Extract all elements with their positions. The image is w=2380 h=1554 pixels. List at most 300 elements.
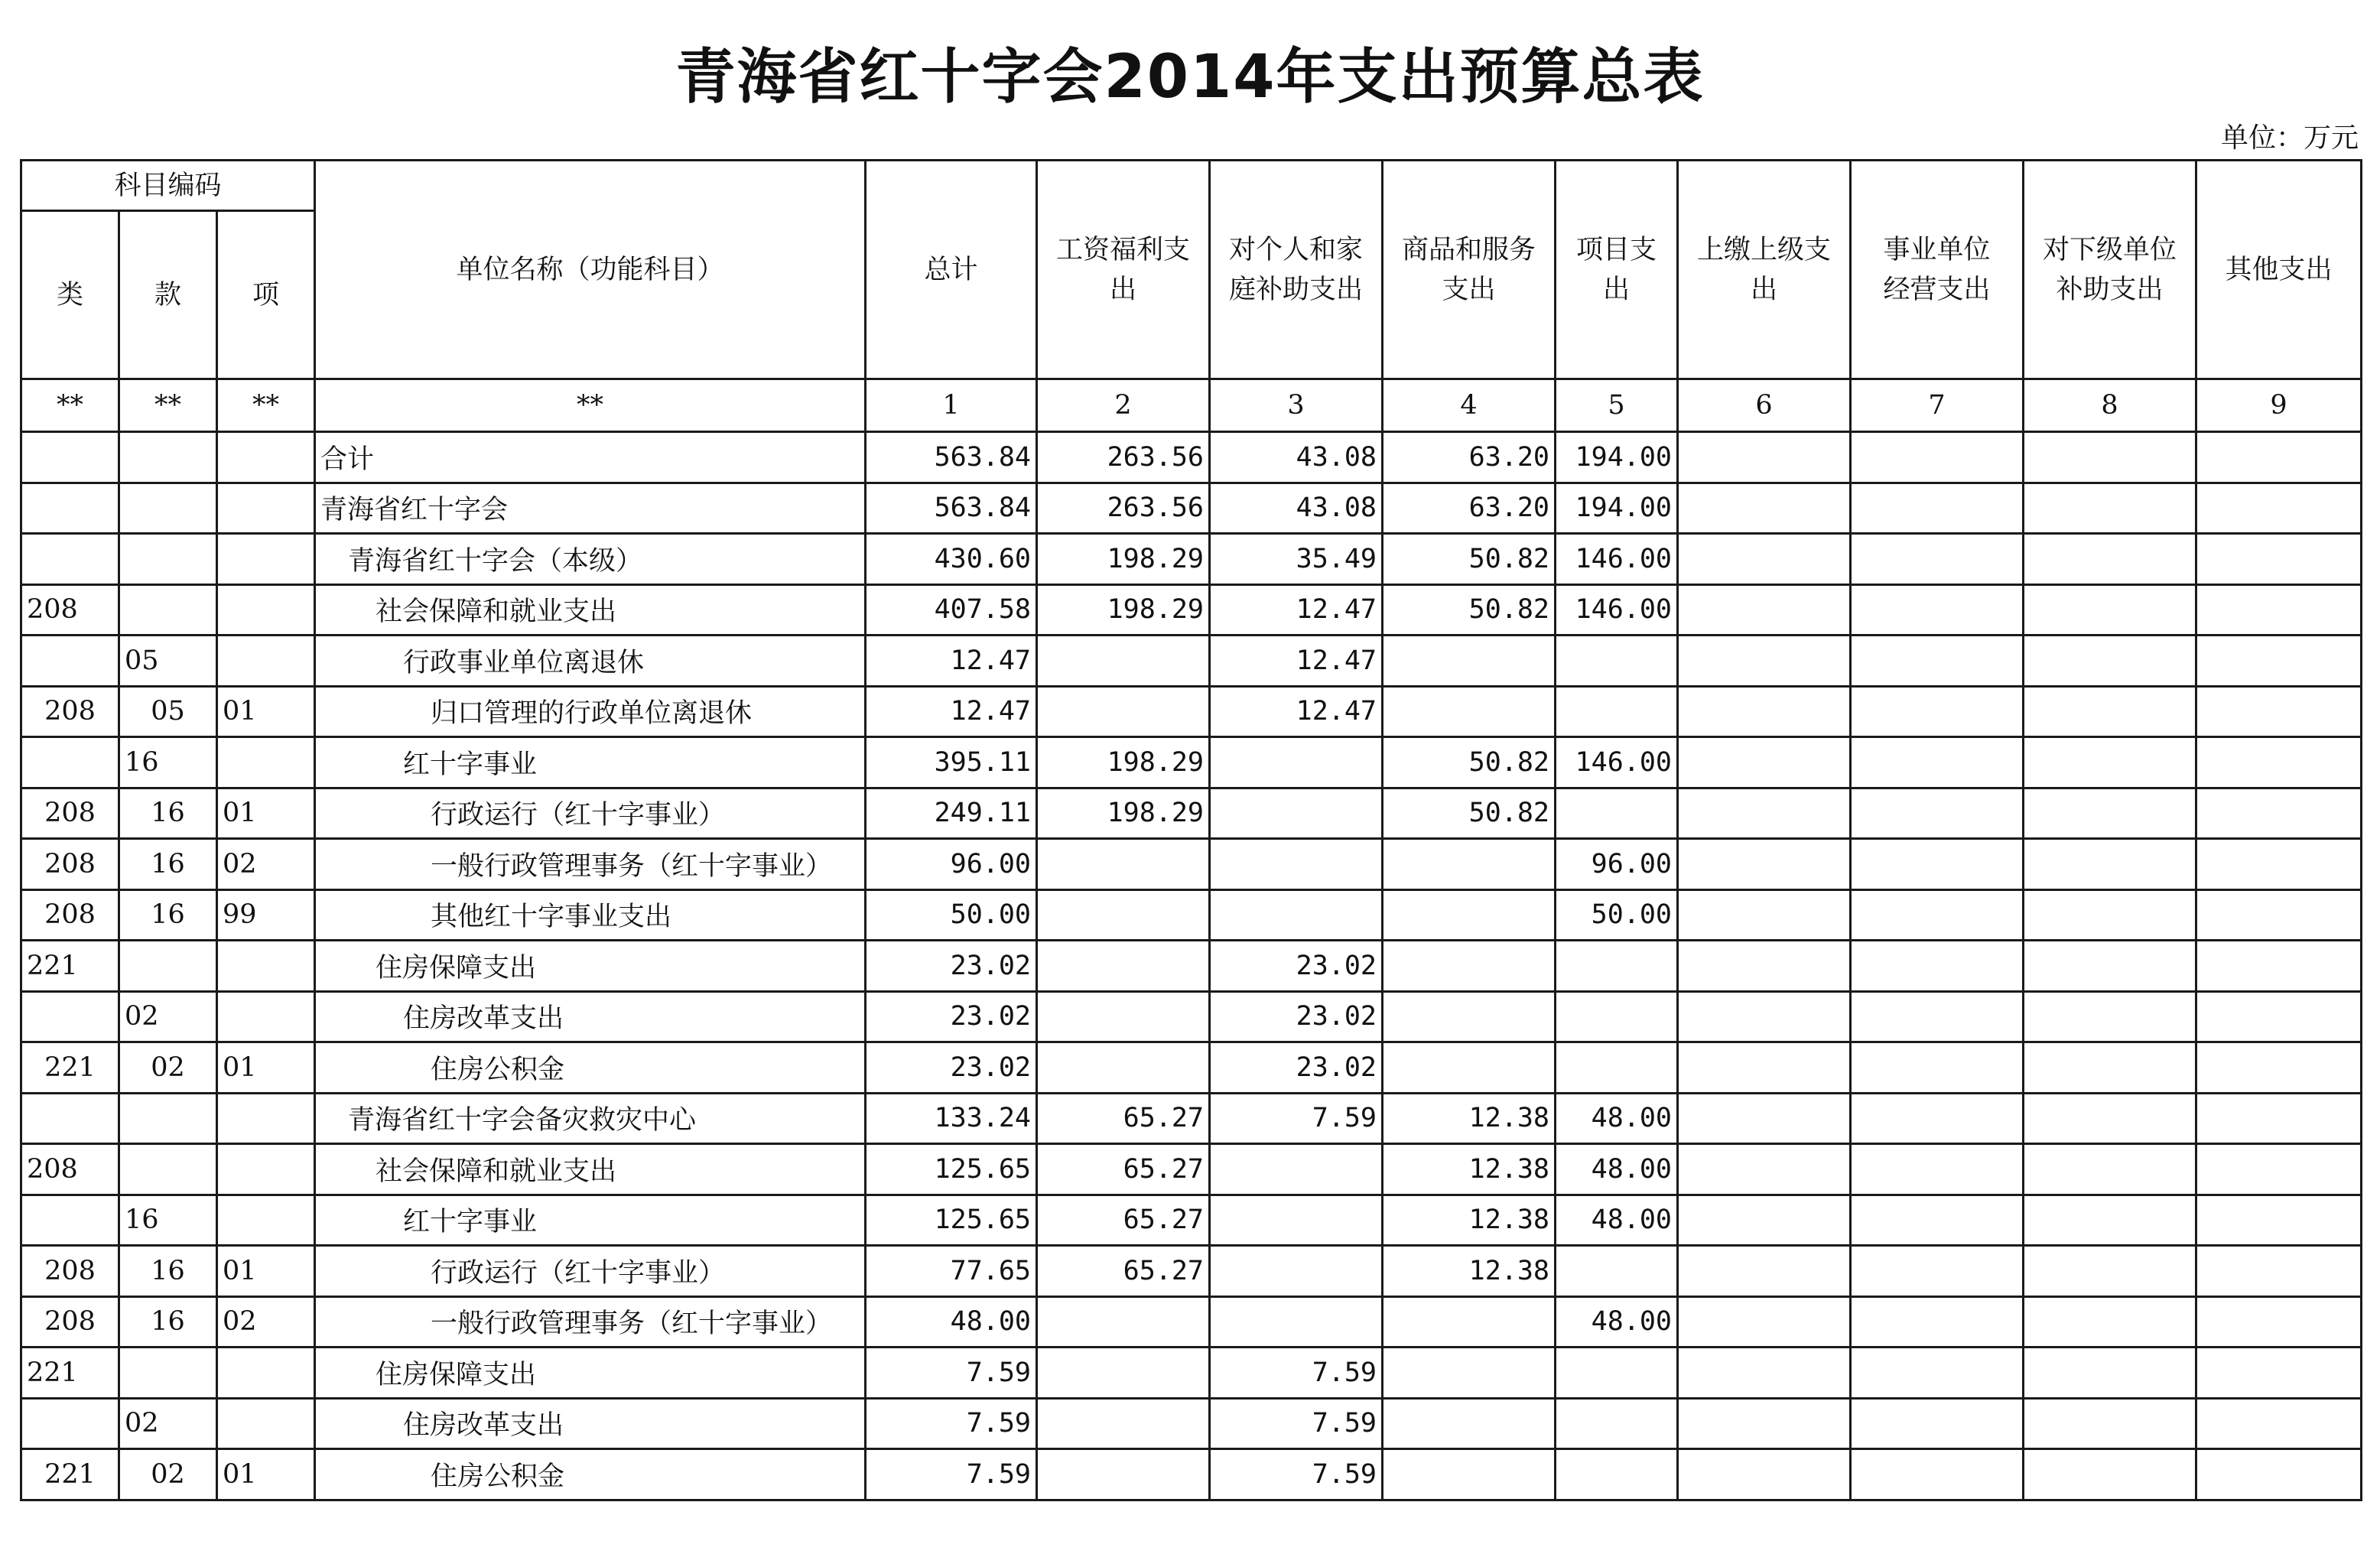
goods-services-cell: 12.38 — [1383, 1195, 1556, 1246]
personal-subsidy-cell: 43.08 — [1210, 432, 1383, 483]
total-cell: 395.11 — [866, 737, 1037, 788]
goods-services-cell: 12.38 — [1383, 1246, 1556, 1297]
other-cell — [2196, 636, 2362, 687]
code-kuan — [119, 1348, 217, 1399]
header-kuan: 款 — [119, 211, 217, 379]
goods-services-cell: 12.38 — [1383, 1144, 1556, 1195]
lower-subsidy-cell — [2024, 1144, 2196, 1195]
code-kuan: 16 — [119, 1246, 217, 1297]
code-kuan — [119, 483, 217, 534]
salary-cell: 263.56 — [1037, 483, 1210, 534]
code-kuan: 05 — [119, 636, 217, 687]
lower-subsidy-cell — [2024, 432, 2196, 483]
goods-services-cell: 50.82 — [1383, 534, 1556, 585]
column-number-row — [21, 379, 2362, 432]
personal-subsidy-cell: 12.47 — [1210, 686, 1383, 737]
operating-cell — [1851, 1348, 2024, 1399]
operating-cell — [1851, 1144, 2024, 1195]
project-cell — [1556, 1246, 1678, 1297]
operating-cell — [1851, 432, 2024, 483]
personal-subsidy-cell: 12.47 — [1210, 636, 1383, 687]
code-xiang: 99 — [217, 889, 315, 941]
unit-name-cell: 归口管理的行政单位离退休 — [315, 686, 866, 737]
unit-name-cell: 住房公积金 — [315, 1449, 866, 1500]
other-cell — [2196, 941, 2362, 992]
table-row — [21, 839, 2362, 890]
other-cell — [2196, 889, 2362, 941]
mark-xiang: ** — [217, 379, 315, 432]
total-cell: 12.47 — [866, 686, 1037, 737]
code-kuan: 02 — [119, 991, 217, 1042]
code-lei: 221 — [21, 1449, 119, 1500]
code-xiang: 02 — [217, 1296, 315, 1348]
project-cell: 50.00 — [1556, 889, 1678, 941]
code-lei — [21, 1093, 119, 1144]
unit-name-cell: 社会保障和就业支出 — [315, 1144, 866, 1195]
operating-cell — [1851, 889, 2024, 941]
salary-cell — [1037, 1296, 1210, 1348]
code-kuan — [119, 432, 217, 483]
table-row — [21, 636, 2362, 687]
table-row — [21, 1296, 2362, 1348]
personal-subsidy-cell: 7.59 — [1210, 1398, 1383, 1449]
personal-subsidy-cell: 35.49 — [1210, 534, 1383, 585]
goods-services-cell — [1383, 839, 1556, 890]
code-xiang — [217, 1398, 315, 1449]
other-cell — [2196, 1296, 2362, 1348]
code-kuan — [119, 1144, 217, 1195]
personal-subsidy-cell — [1210, 788, 1383, 839]
code-kuan — [119, 941, 217, 992]
code-xiang — [217, 1348, 315, 1399]
operating-cell — [1851, 584, 2024, 636]
table-row — [21, 432, 2362, 483]
other-cell — [2196, 1348, 2362, 1399]
code-xiang — [217, 1144, 315, 1195]
other-cell — [2196, 534, 2362, 585]
goods-services-cell — [1383, 991, 1556, 1042]
lower-subsidy-cell — [2024, 839, 2196, 890]
lower-subsidy-cell — [2024, 483, 2196, 534]
code-lei — [21, 1195, 119, 1246]
salary-cell: 198.29 — [1037, 584, 1210, 636]
salary-cell: 65.27 — [1037, 1246, 1210, 1297]
project-cell: 48.00 — [1556, 1195, 1678, 1246]
header-unit-name: 单位名称（功能科目） — [315, 161, 866, 379]
remit-upper-cell — [1678, 534, 1851, 585]
personal-subsidy-cell — [1210, 737, 1383, 788]
goods-services-cell: 12.38 — [1383, 1093, 1556, 1144]
lower-subsidy-cell — [2024, 584, 2196, 636]
lower-subsidy-cell — [2024, 991, 2196, 1042]
code-xiang — [217, 1195, 315, 1246]
remit-upper-cell — [1678, 1246, 1851, 1297]
header-lower-subsidy: 对下级单位 补助支出 — [2024, 161, 2196, 379]
code-kuan: 02 — [119, 1398, 217, 1449]
code-kuan: 16 — [119, 1296, 217, 1348]
code-xiang — [217, 534, 315, 585]
salary-cell — [1037, 941, 1210, 992]
remit-upper-cell — [1678, 1144, 1851, 1195]
code-lei — [21, 483, 119, 534]
lower-subsidy-cell — [2024, 1398, 2196, 1449]
mark-c8: 8 — [2024, 379, 2196, 432]
code-lei — [21, 737, 119, 788]
code-xiang — [217, 737, 315, 788]
personal-subsidy-cell — [1210, 1246, 1383, 1297]
header-total: 总计 — [866, 161, 1037, 379]
code-lei: 221 — [21, 1348, 119, 1399]
lower-subsidy-cell — [2024, 889, 2196, 941]
table-row — [21, 1246, 2362, 1297]
unit-name-cell: 行政运行（红十字事业） — [315, 1246, 866, 1297]
unit-name-cell: 其他红十字事业支出 — [315, 889, 866, 941]
lower-subsidy-cell — [2024, 788, 2196, 839]
table-row — [21, 1449, 2362, 1500]
project-cell: 48.00 — [1556, 1296, 1678, 1348]
code-kuan: 16 — [119, 788, 217, 839]
code-xiang: 01 — [217, 686, 315, 737]
salary-cell: 198.29 — [1037, 737, 1210, 788]
total-cell: 125.65 — [866, 1144, 1037, 1195]
code-kuan: 16 — [119, 737, 217, 788]
unit-label: 单位：万元 — [2220, 122, 2359, 154]
table-row — [21, 1348, 2362, 1399]
salary-cell: 198.29 — [1037, 534, 1210, 585]
goods-services-cell — [1383, 1296, 1556, 1348]
unit-name-cell: 社会保障和就业支出 — [315, 584, 866, 636]
salary-cell — [1037, 1348, 1210, 1399]
other-cell — [2196, 737, 2362, 788]
personal-subsidy-cell — [1210, 1144, 1383, 1195]
mark-c5: 5 — [1556, 379, 1678, 432]
code-xiang: 01 — [217, 1246, 315, 1297]
unit-name-cell: 住房公积金 — [315, 1042, 866, 1094]
salary-cell — [1037, 991, 1210, 1042]
goods-services-cell: 63.20 — [1383, 483, 1556, 534]
other-cell — [2196, 432, 2362, 483]
operating-cell — [1851, 991, 2024, 1042]
other-cell — [2196, 1093, 2362, 1144]
remit-upper-cell — [1678, 483, 1851, 534]
mark-c1: 1 — [866, 379, 1037, 432]
salary-cell — [1037, 1449, 1210, 1500]
salary-cell — [1037, 1042, 1210, 1094]
unit-name-cell: 红十字事业 — [315, 1195, 866, 1246]
total-cell: 23.02 — [866, 991, 1037, 1042]
remit-upper-cell — [1678, 991, 1851, 1042]
project-cell: 194.00 — [1556, 432, 1678, 483]
code-lei: 221 — [21, 1042, 119, 1094]
code-lei: 208 — [21, 839, 119, 890]
remit-upper-cell — [1678, 584, 1851, 636]
code-lei — [21, 636, 119, 687]
code-xiang — [217, 584, 315, 636]
lower-subsidy-cell — [2024, 1449, 2196, 1500]
total-cell: 133.24 — [866, 1093, 1037, 1144]
project-cell — [1556, 686, 1678, 737]
remit-upper-cell — [1678, 839, 1851, 890]
personal-subsidy-cell: 23.02 — [1210, 1042, 1383, 1094]
mark-c4: 4 — [1383, 379, 1556, 432]
unit-name-cell: 住房改革支出 — [315, 1398, 866, 1449]
code-lei: 208 — [21, 788, 119, 839]
project-cell — [1556, 1348, 1678, 1399]
salary-cell: 65.27 — [1037, 1093, 1210, 1144]
total-cell: 125.65 — [866, 1195, 1037, 1246]
lower-subsidy-cell — [2024, 534, 2196, 585]
unit-name-cell: 一般行政管理事务（红十字事业） — [315, 1296, 866, 1348]
operating-cell — [1851, 737, 2024, 788]
operating-cell — [1851, 483, 2024, 534]
table-row — [21, 1195, 2362, 1246]
goods-services-cell — [1383, 1042, 1556, 1094]
lower-subsidy-cell — [2024, 1348, 2196, 1399]
goods-services-cell — [1383, 636, 1556, 687]
code-xiang — [217, 941, 315, 992]
other-cell — [2196, 1246, 2362, 1297]
total-cell: 407.58 — [866, 584, 1037, 636]
mark-c9: 9 — [2196, 379, 2362, 432]
code-lei — [21, 432, 119, 483]
unit-name-cell: 住房改革支出 — [315, 991, 866, 1042]
goods-services-cell — [1383, 941, 1556, 992]
table-row — [21, 788, 2362, 839]
code-xiang: 01 — [217, 788, 315, 839]
personal-subsidy-cell — [1210, 1195, 1383, 1246]
salary-cell — [1037, 839, 1210, 890]
project-cell — [1556, 1042, 1678, 1094]
salary-cell: 263.56 — [1037, 432, 1210, 483]
project-cell — [1556, 1449, 1678, 1500]
personal-subsidy-cell — [1210, 889, 1383, 941]
header-xiang: 项 — [217, 211, 315, 379]
goods-services-cell: 50.82 — [1383, 737, 1556, 788]
table-row — [21, 534, 2362, 585]
lower-subsidy-cell — [2024, 1246, 2196, 1297]
remit-upper-cell — [1678, 1398, 1851, 1449]
operating-cell — [1851, 788, 2024, 839]
salary-cell: 198.29 — [1037, 788, 1210, 839]
code-kuan: 16 — [119, 889, 217, 941]
project-cell — [1556, 788, 1678, 839]
remit-upper-cell — [1678, 1348, 1851, 1399]
total-cell: 77.65 — [866, 1246, 1037, 1297]
total-cell: 249.11 — [866, 788, 1037, 839]
header-salary: 工资福利支 出 — [1037, 161, 1210, 379]
personal-subsidy-cell: 7.59 — [1210, 1449, 1383, 1500]
mark-c2: 2 — [1037, 379, 1210, 432]
mark-kuan: ** — [119, 379, 217, 432]
total-cell: 7.59 — [866, 1348, 1037, 1399]
remit-upper-cell — [1678, 1296, 1851, 1348]
lower-subsidy-cell — [2024, 1195, 2196, 1246]
code-kuan: 05 — [119, 686, 217, 737]
code-xiang: 01 — [217, 1449, 315, 1500]
goods-services-cell — [1383, 889, 1556, 941]
mark-c6: 6 — [1678, 379, 1851, 432]
table-row — [21, 1144, 2362, 1195]
code-kuan: 16 — [119, 839, 217, 890]
code-kuan — [119, 1093, 217, 1144]
goods-services-cell — [1383, 1348, 1556, 1399]
goods-services-cell — [1383, 1449, 1556, 1500]
operating-cell — [1851, 686, 2024, 737]
salary-cell: 65.27 — [1037, 1195, 1210, 1246]
mark-c3: 3 — [1210, 379, 1383, 432]
goods-services-cell: 63.20 — [1383, 432, 1556, 483]
salary-cell — [1037, 1398, 1210, 1449]
operating-cell — [1851, 941, 2024, 992]
salary-cell — [1037, 889, 1210, 941]
remit-upper-cell — [1678, 432, 1851, 483]
goods-services-cell: 50.82 — [1383, 788, 1556, 839]
total-cell: 50.00 — [866, 889, 1037, 941]
personal-subsidy-cell: 43.08 — [1210, 483, 1383, 534]
header-project: 项目支 出 — [1556, 161, 1678, 379]
other-cell — [2196, 1449, 2362, 1500]
code-kuan: 02 — [119, 1449, 217, 1500]
project-cell — [1556, 1398, 1678, 1449]
code-lei — [21, 1398, 119, 1449]
unit-name-cell: 行政运行（红十字事业） — [315, 788, 866, 839]
table-row — [21, 737, 2362, 788]
personal-subsidy-cell: 23.02 — [1210, 941, 1383, 992]
code-kuan: 16 — [119, 1195, 217, 1246]
other-cell — [2196, 1042, 2362, 1094]
project-cell: 146.00 — [1556, 737, 1678, 788]
lower-subsidy-cell — [2024, 686, 2196, 737]
lower-subsidy-cell — [2024, 941, 2196, 992]
other-cell — [2196, 1195, 2362, 1246]
total-cell: 12.47 — [866, 636, 1037, 687]
project-cell — [1556, 991, 1678, 1042]
code-xiang: 01 — [217, 1042, 315, 1094]
table-row — [21, 1042, 2362, 1094]
other-cell — [2196, 1144, 2362, 1195]
lower-subsidy-cell — [2024, 1296, 2196, 1348]
operating-cell — [1851, 534, 2024, 585]
unit-name-cell: 行政事业单位离退休 — [315, 636, 866, 687]
unit-name-cell: 住房保障支出 — [315, 1348, 866, 1399]
header-operating: 事业单位 经营支出 — [1851, 161, 2024, 379]
remit-upper-cell — [1678, 1449, 1851, 1500]
salary-cell: 65.27 — [1037, 1144, 1210, 1195]
operating-cell — [1851, 1042, 2024, 1094]
total-cell: 563.84 — [866, 432, 1037, 483]
header-other: 其他支出 — [2196, 161, 2362, 379]
total-cell: 48.00 — [866, 1296, 1037, 1348]
remit-upper-cell — [1678, 737, 1851, 788]
code-lei: 208 — [21, 584, 119, 636]
personal-subsidy-cell — [1210, 839, 1383, 890]
code-kuan: 02 — [119, 1042, 217, 1094]
remit-upper-cell — [1678, 1195, 1851, 1246]
project-cell — [1556, 636, 1678, 687]
personal-subsidy-cell: 23.02 — [1210, 991, 1383, 1042]
remit-upper-cell — [1678, 686, 1851, 737]
remit-upper-cell — [1678, 1093, 1851, 1144]
personal-subsidy-cell: 7.59 — [1210, 1348, 1383, 1399]
project-cell: 146.00 — [1556, 584, 1678, 636]
code-xiang: 02 — [217, 839, 315, 890]
unit-name-cell: 青海省红十字会 — [315, 483, 866, 534]
unit-name-cell: 一般行政管理事务（红十字事业） — [315, 839, 866, 890]
table-row — [21, 584, 2362, 636]
project-cell: 48.00 — [1556, 1144, 1678, 1195]
operating-cell — [1851, 636, 2024, 687]
personal-subsidy-cell: 7.59 — [1210, 1093, 1383, 1144]
mark-lei: ** — [21, 379, 119, 432]
other-cell — [2196, 483, 2362, 534]
total-cell: 430.60 — [866, 534, 1037, 585]
lower-subsidy-cell — [2024, 1093, 2196, 1144]
remit-upper-cell — [1678, 1042, 1851, 1094]
goods-services-cell: 50.82 — [1383, 584, 1556, 636]
lower-subsidy-cell — [2024, 737, 2196, 788]
code-lei — [21, 534, 119, 585]
unit-name-cell: 住房保障支出 — [315, 941, 866, 992]
header-code-group: 科目编码 — [21, 161, 315, 211]
budget-table — [20, 159, 2362, 1501]
total-cell: 7.59 — [866, 1398, 1037, 1449]
other-cell — [2196, 788, 2362, 839]
personal-subsidy-cell: 12.47 — [1210, 584, 1383, 636]
operating-cell — [1851, 1093, 2024, 1144]
header-goods-services: 商品和服务 支出 — [1383, 161, 1556, 379]
remit-upper-cell — [1678, 788, 1851, 839]
project-cell: 194.00 — [1556, 483, 1678, 534]
total-cell: 23.02 — [866, 1042, 1037, 1094]
table-row — [21, 483, 2362, 534]
mark-c7: 7 — [1851, 379, 2024, 432]
personal-subsidy-cell — [1210, 1296, 1383, 1348]
table-row — [21, 991, 2362, 1042]
remit-upper-cell — [1678, 889, 1851, 941]
salary-cell — [1037, 636, 1210, 687]
other-cell — [2196, 584, 2362, 636]
project-cell: 48.00 — [1556, 1093, 1678, 1144]
mark-name: ** — [315, 379, 866, 432]
code-xiang — [217, 1093, 315, 1144]
code-lei: 208 — [21, 1296, 119, 1348]
operating-cell — [1851, 1195, 2024, 1246]
total-cell: 7.59 — [866, 1449, 1037, 1500]
project-cell: 146.00 — [1556, 534, 1678, 585]
other-cell — [2196, 1398, 2362, 1449]
table-row — [21, 1093, 2362, 1144]
code-kuan — [119, 584, 217, 636]
code-xiang — [217, 636, 315, 687]
header-personal-subsidy: 对个人和家 庭补助支出 — [1210, 161, 1383, 379]
salary-cell — [1037, 686, 1210, 737]
code-xiang — [217, 432, 315, 483]
lower-subsidy-cell — [2024, 636, 2196, 687]
other-cell — [2196, 839, 2362, 890]
code-lei: 208 — [21, 1246, 119, 1297]
remit-upper-cell — [1678, 941, 1851, 992]
table-row — [21, 889, 2362, 941]
project-cell — [1556, 941, 1678, 992]
goods-services-cell — [1383, 686, 1556, 737]
operating-cell — [1851, 1246, 2024, 1297]
operating-cell — [1851, 839, 2024, 890]
code-lei — [21, 991, 119, 1042]
goods-services-cell — [1383, 1398, 1556, 1449]
operating-cell — [1851, 1449, 2024, 1500]
unit-name-cell: 青海省红十字会（本级） — [315, 534, 866, 585]
code-lei: 208 — [21, 1144, 119, 1195]
